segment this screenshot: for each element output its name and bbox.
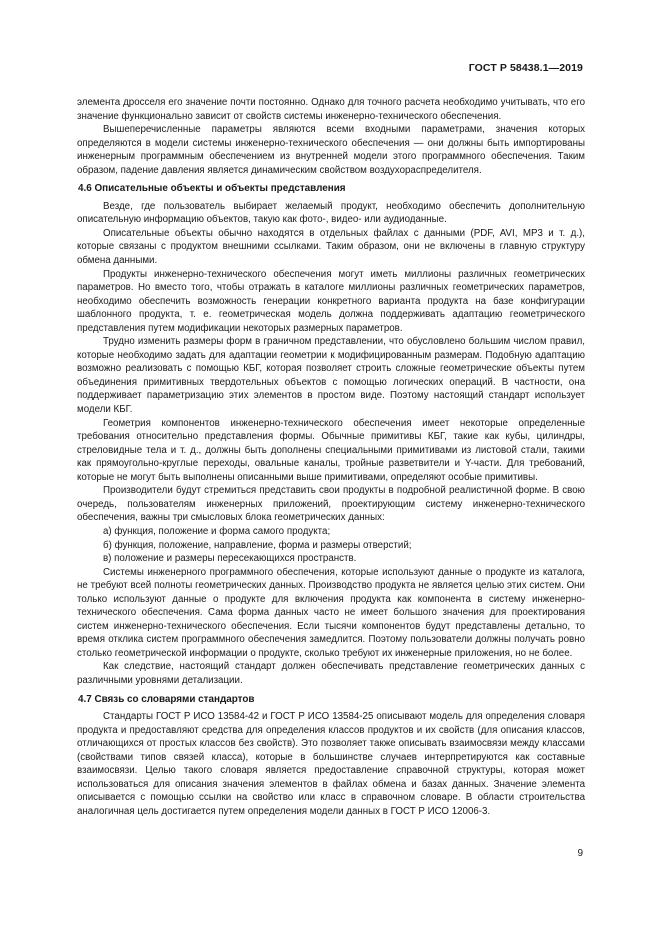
section-heading-4-6: 4.6 Описательные объекты и объекты представления: [78, 183, 346, 195]
geometry-blocks-list: [77, 525, 585, 566]
list-item-text: положение и размеры пересекающихся пространств.: [114, 553, 357, 565]
paragraph-continued: элемента дросселя его значение почти постоянно. Однако для точного расчета необходимо учитывать, что его значение функционально зависит от свойств системы инженерно-технического обеспечения.: [77, 97, 585, 122]
paragraph: Описательные объекты обычно находятся в отдельных файлах с данными (PDF, AVI, MP3 и т. д.), которые связаны с продуктом внешними ссылками. Таким образом, они не включены в главную структуру обмена данными.: [77, 227, 585, 267]
paragraph: Везде, где пользователь выбирает желаемый продукт, необходимо обеспечить дополнительную описательную информацию объектов, такую как фото-, видео- или аудиоданные.: [77, 200, 585, 226]
paragraph: Геометрия компонентов инженерно-технического обеспечения имеет некоторые определенные требования относительно представления формы. Обычные примитивы КБГ, такие как кубы, цилиндры, стреловидные тела и т. д., должны быть дополнены специальными примитивами из листовой стали, такими как прямоугольно-круглые переходы, овальные каналы, тройные разветвители и Y-части. Для требований, которые не могут быть выполнены описанными выше примитивами, определяют особые примитивы.: [77, 417, 585, 483]
list-item-text: функция, положение, направление, форма и размеры отверстий;: [114, 539, 412, 551]
document-body: [77, 96, 585, 818]
list-marker: а): [103, 525, 112, 537]
list-item: [77, 552, 585, 566]
page-number: 9: [577, 848, 583, 859]
paragraph: Системы инженерного программного обеспечения, которые используют данные о продукте из каталога, не требуют всей полноты геометрических данных. Производство продукта не является целью этих систем. Они только используют данные о продукте для включения продукта как компонента в систему инженерно-технического обеспечения. Сама форма данных часто не имеет большого значения для проектирования систем инженерно-технического обеспечения. Если тысячи компонентов будут представлены детально, то время отклика систем программного обеспечения замедлится. Поэтому пользователи должны получать ровно столько геометрической информации о продукте, сколько требуют их инженерные приложения, но не более.: [77, 566, 585, 659]
paragraph: Вышеперечисленные параметры являются всеми входными параметрами, значения которых определяются в модели системы инженерно-технического обеспечения — они должны быть импортированы инженерным программным обеспечением из внутренней модели этого программного обеспечения. Таким образом, падение давления является динамическим свойством воздухораспределителя.: [77, 124, 585, 176]
list-marker: б): [103, 539, 112, 551]
paragraph: Производители будут стремиться представить свои продукты в подробной реалистичной форме. В свою очередь, пользователям инженерных приложений, проектирующим систему инженерно-технического обеспечения, важны три смысловых блока геометрических данных:: [77, 485, 585, 524]
list-item-text: функция, положение и форма самого продукта;: [114, 525, 331, 537]
list-marker: в): [103, 553, 112, 565]
section-heading-4-7: 4.7 Связь со словарями стандартов: [78, 693, 255, 705]
paragraph: Трудно изменить размеры форм в граничном представлении, что обусловлено большим числом правил, которые необходимо задать для адаптации геометрии к модифицированным размерам. Подобную адаптацию возможно реализовать с помощью КБГ, которая позволяет строить сложные геометрические объекты путем объединения примитивных твердотельных объектов с помощью логических операций. В частности, она поддерживает параметризацию этих элементов в простом виде. Поэтому настоящий стандарт использует модели КБГ.: [77, 336, 585, 416]
paragraph: Стандарты ГОСТ Р ИСО 13584-42 и ГОСТ Р ИСО 13584-25 описывают модель для определения словаря продукта и предоставляют средства для определения классов продуктов и их свойств (для описания классов, отличающихся от простых классов без свойств). Это позволяет также описывать взаимосвязи между классами (свойствами типов связей класса), которые в большинстве случаев интерпретируются как составные взаимосвязи. Целью такого словаря является предоставление справочной структуры, которая может использоваться для описания значения элементов в файлах обмена и базах данных. Значение элемента описывается с помощью ссылки на свойство или класс в справочном словаре. В области строительства аналогичная цель достигается путем определения модели данных в ГОСТ Р ИСО 12006-3.: [77, 711, 585, 817]
paragraph: Как следствие, настоящий стандарт должен обеспечивать представление геометрических данных с различными уровнями детализации.: [77, 661, 585, 686]
list-item: [77, 525, 585, 539]
paragraph: Продукты инженерно-технического обеспечения могут иметь миллионы различных геометрических параметров. Но вместо того, чтобы отражать в каталоге миллионы различных геометрических параметров, необходимо обеспечить возможность генерации конкретного варианта продукта на базе конфигурации шаблонного продукта, т. е. геометрическая модель должна поддерживать адаптацию геометрического представления путем модификации некоторых размерных параметров.: [77, 268, 585, 334]
list-item: [77, 539, 585, 553]
standard-header: ГОСТ Р 58438.1—2019: [468, 62, 583, 74]
